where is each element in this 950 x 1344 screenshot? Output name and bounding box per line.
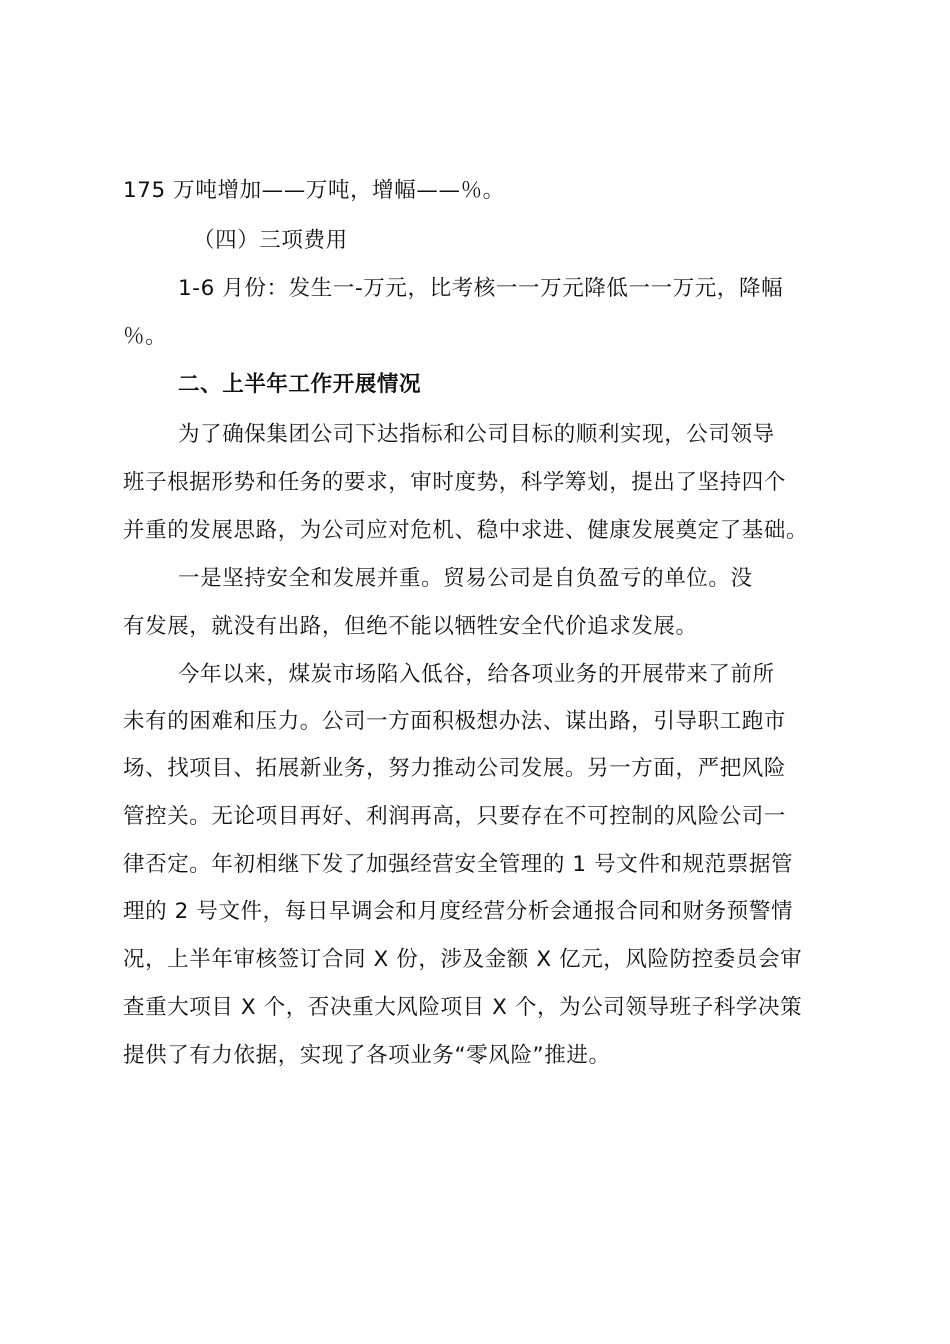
body-text-line: 律否定。年初相继下发了加强经营安全管理的 1 号文件和规范票据管	[123, 852, 794, 877]
body-text-line: 175 万吨增加——万吨，增幅——％。	[123, 178, 505, 203]
body-text-line: 况，上半年审核签订合同 X 份，涉及金额 X 亿元，风险防控委员会审	[123, 947, 803, 972]
body-text-line: 并重的发展思路，为公司应对危机、稳中求进、健康发展奠定了基础。	[123, 518, 809, 543]
body-text-line: 提供了有力依据，实现了各项业务“零风险”推进。	[123, 1043, 611, 1068]
body-text-line: 管控关。无论项目再好、利润再高，只要存在不可控制的风险公司一	[123, 804, 787, 829]
body-text-line: 1-6 月份：发生一-万元，比考核一一万元降低一一万元，降幅	[178, 276, 784, 301]
body-text-line: 班子根据形势和任务的要求，审时度势，科学筹划，提出了坚持四个	[123, 470, 787, 495]
section-heading: 二、上半年工作开展情况	[178, 372, 422, 397]
body-text-line: 理的 2 号文件，每日早调会和月度经营分析会通报合同和财务预警情	[123, 899, 794, 924]
body-text-line: 今年以来，煤炭市场陷入低谷，给各项业务的开展带来了前所	[178, 662, 775, 687]
body-text-line: 场、找项目、拓展新业务，努力推动公司发展。另一方面，严把风险	[123, 756, 787, 781]
body-text-line: 查重大项目 X 个，否决重大风险项目 X 个，为公司领导班子科学决策	[123, 995, 803, 1020]
subsection-heading: （四）三项费用	[193, 228, 348, 253]
body-text-line: 有发展，就没有出路，但绝不能以牺牲安全代价追求发展。	[123, 614, 698, 639]
body-text-line: 未有的困难和压力。公司一方面积极想办法、谋出路，引导职工跑市	[123, 709, 787, 734]
body-text-line: ％。	[123, 324, 168, 349]
body-text-line: 为了确保集团公司下达指标和公司目标的顺利实现，公司领导	[178, 422, 775, 447]
body-text-line: 一是坚持安全和发展并重。贸易公司是自负盈亏的单位。没	[178, 566, 753, 591]
